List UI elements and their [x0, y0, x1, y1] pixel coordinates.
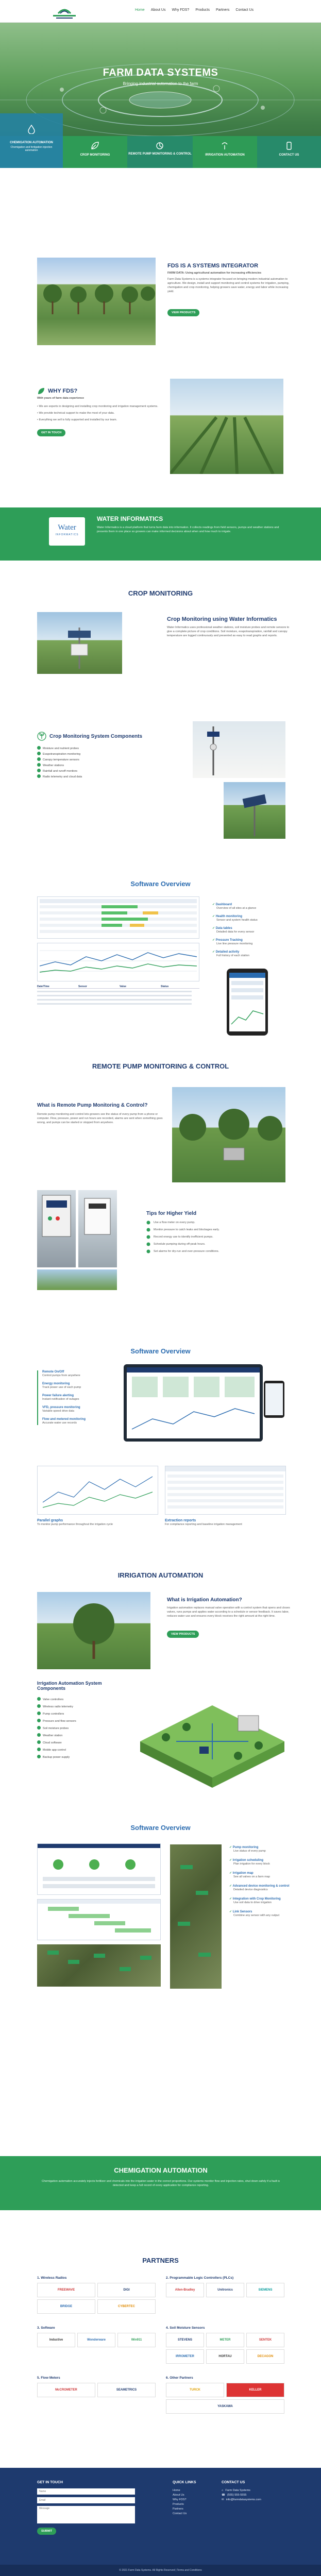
copyright-text: © 2021 Farm Data Systems. All Rights Reserved | Terms and Conditions	[119, 2569, 202, 2572]
irrigation-what-text	[167, 1597, 291, 1638]
phone-icon	[284, 141, 294, 150]
pump-screen-graphic	[38, 1844, 160, 1894]
phone-mockup	[227, 969, 268, 1036]
water-logo-sub: INFORMATICS	[55, 533, 79, 536]
irrigation-tree-graphic	[37, 1592, 150, 1669]
component-item: Mobile app control	[37, 1747, 130, 1754]
device-map-graphic	[170, 1844, 222, 1989]
partner-logo[interactable]: KELLER	[226, 2383, 284, 2397]
integrator-body: Farm Data Systems is a systems integrator focused on bringing modern industrial automation to agriculture. We design, install and support monitoring and control systems for irrigation, pumping, chemigation and crop monitoring, helping growers save water, energy and labor while increasing yield.	[167, 278, 290, 293]
extraction-report-graphic	[165, 1466, 285, 1514]
main-nav	[135, 8, 254, 12]
parallel-graphs-caption: Parallel graphs To monitor pump performance throughout the irrigation cycle	[37, 1519, 113, 1526]
footer-quick-links	[173, 2481, 219, 2516]
footer-contact-form	[37, 2481, 140, 2535]
submit-button[interactable]: SUBMIT	[37, 2528, 56, 2535]
why-point: • Everything we sell is fully supported and installed by our team.	[37, 418, 117, 421]
footer-link[interactable]: About Us	[173, 2494, 184, 2497]
irrigation-isometric-diagram	[135, 1695, 290, 1793]
data-table-header: Date/Time Sensor Value Status	[37, 985, 199, 989]
tile-contact-label: CONTACT US	[279, 154, 299, 157]
sensor-line-chart	[40, 945, 197, 979]
why-point: • We provide technical support to make the most of your data.	[37, 412, 115, 415]
pump-icon	[155, 141, 164, 150]
why-point: • We are experts in designing and installing crop monitoring and irrigation management systems.	[37, 405, 158, 408]
contact-title: CONTACT US	[222, 2481, 245, 2484]
timeline-item: VFD, pressure monitoring Variable speed drive data	[42, 1406, 80, 1413]
phone-screen	[229, 973, 265, 1031]
integrator-text	[167, 263, 291, 316]
partner-logo[interactable]: Inductive	[37, 2333, 75, 2347]
solar-station-photo	[224, 782, 285, 839]
control-panel-graphic	[37, 1190, 76, 1267]
irrigation-map-screenshot	[37, 1944, 161, 1987]
parallel-graphs-screenshot	[37, 1466, 158, 1515]
nav-item-about[interactable]: About Us	[150, 8, 166, 12]
footer-link[interactable]: Contact Us	[173, 2512, 187, 2515]
crop-using-body: Water Informatics uses professional weather stations, soil moisture probes and remote sensors to give a complete picture of crop conditions. Soil moisture, evapotranspiration, rainfall and canopy temperature are logged continuously and presented as easy to read graphs and reports.	[167, 626, 290, 637]
crop-using-text	[167, 616, 291, 638]
hero-subtitle: Bringing industrial automation to the farm	[123, 81, 198, 86]
orchard-photo	[37, 258, 156, 345]
partner-logo[interactable]: IRROMETER	[166, 2349, 204, 2364]
partner-logo[interactable]: Allen-Bradley	[166, 2283, 204, 2297]
extraction-reports-caption: Extraction reports For compliance reporting and baseline irrigation management	[165, 1519, 242, 1526]
pump-what-body: Remote pump monitoring and control lets growers see the status of every pump from a phone or computer. Flow, pressure, power and run hours are recorded, alarms are sent when something goes wrong, and pumps can be started or stopped from anywhere.	[37, 1113, 163, 1124]
tile-chemigation-desc: Chemigation and fertigation injection automation	[10, 146, 53, 152]
irrigation-components-list	[37, 1696, 130, 1761]
software-overview-1-title: Software Overview	[130, 880, 191, 888]
water-logo-word: Water	[58, 523, 76, 532]
quick-links-title: QUICK LINKS	[173, 2481, 196, 2484]
schedule-grid-graphic	[38, 1900, 160, 1940]
tile-crop-monitoring[interactable]	[63, 136, 127, 168]
tile-crop-label: CROP MONITORING	[80, 154, 110, 157]
partner-logo[interactable]: FREEWAVE	[37, 2283, 95, 2297]
tile-chemigation-automation[interactable]	[0, 113, 63, 168]
integrator-lead: FARM DATA: Using agricultural automation for increasing efficiencies	[167, 272, 262, 275]
pump-panel-photo-1	[37, 1190, 76, 1267]
water-informatics-body: Water Informatics is a cloud platform that turns farm data into information. It collects readings from field sensors, pumps and weather stations and presents them in one place so growers can make informed decisions about when and how much to irrigate.	[97, 526, 279, 533]
tree-rows-graphic	[37, 258, 156, 345]
component-item: Pump controllers	[37, 1710, 130, 1718]
partner-logo[interactable]: BRIDGE	[37, 2299, 95, 2314]
chemigation-text	[37, 2166, 284, 2188]
tip-item: Schedule pumping during off-peak hours.	[146, 1242, 285, 1246]
crop-section-title: CROP MONITORING	[128, 589, 193, 597]
leaf-bullet-icon	[146, 1228, 150, 1232]
tile-irrigation[interactable]	[193, 136, 257, 168]
component-item: Soil moisture probes	[37, 1725, 130, 1732]
phone-icon: ☎	[222, 2494, 225, 2497]
feature-item: ✓ Irrigation scheduling Plan irrigation for every block	[229, 1859, 270, 1866]
crop-components-list	[37, 746, 171, 780]
tip-item: Set alarms for dry-run and over-pressure conditions.	[146, 1249, 285, 1253]
component-item: Moisture and nutrient probes	[37, 746, 171, 752]
component-item: Evapotranspiration monitoring	[37, 752, 171, 757]
copyright-bar	[0, 2565, 321, 2576]
tile-contact[interactable]	[257, 136, 321, 168]
contact-line[interactable]: ✉ info@farmdatasystems.com	[222, 2498, 261, 2501]
nav-item-partners[interactable]: Partners	[215, 8, 230, 12]
crop-using-title: Crop Monitoring using Water Informatics	[167, 616, 277, 622]
schedule-grid-screenshot	[37, 1899, 161, 1940]
tile-pump-label: REMOTE PUMP MONITORING & CONTROL	[128, 152, 192, 156]
company-logo[interactable]	[49, 4, 80, 20]
nav-item-why[interactable]: Why FDS?	[172, 8, 190, 12]
partners-title: PARTNERS	[142, 2257, 179, 2264]
name-input[interactable]	[37, 2488, 135, 2495]
pump-what-text	[37, 1103, 163, 1125]
feature-item: ✓ Link Sensors Combine any sensor with any output	[229, 1910, 279, 1917]
device-map-screenshot	[170, 1844, 222, 1989]
feature-item: ✓ Pump monitoring Live status of every pump	[229, 1846, 266, 1853]
pump-panel-photo-2	[78, 1190, 117, 1267]
sprout-icon	[37, 732, 46, 741]
vfd-panel-graphic	[78, 1190, 117, 1267]
tip-item: Use a flow meter on every pump.	[146, 1221, 285, 1225]
contact-line[interactable]: ☎ (555) 555-5555	[222, 2494, 247, 2497]
timeline-item: Flow and metered monitoring Accurate water use records	[42, 1418, 86, 1425]
extraction-report-screenshot	[165, 1466, 286, 1515]
partner-group: 4. Soil Moisture Sensors STEVENS METER SENTEK IRROMETER HORTAU DECAGON	[166, 2326, 284, 2364]
integrator-title: FDS IS A SYSTEMS INTEGRATOR	[167, 263, 259, 269]
feature-item: ✓ Data tables Detailed data for every sensor	[212, 927, 255, 934]
nav-item-home[interactable]: Home	[135, 8, 145, 12]
leaf-bullet-icon	[146, 1242, 150, 1246]
component-item: Valve controllers	[37, 1696, 130, 1703]
feature-item: ✓ Detailed activity Full history of each station	[212, 951, 249, 957]
message-input[interactable]	[37, 2506, 135, 2523]
site-header	[0, 0, 321, 23]
partner-logo[interactable]: Win911	[117, 2333, 156, 2347]
tips-section	[146, 1211, 285, 1253]
leaf-bullet-icon	[146, 1249, 150, 1253]
irrigation-what-title: What is Irrigation Automation?	[167, 1597, 242, 1603]
tip-item: Record energy use to identify inefficient pumps.	[146, 1235, 285, 1239]
tip-item: Monitor pressure to catch leaks and blockages early.	[146, 1228, 285, 1232]
pump-what-title: What is Remote Pump Monitoring & Control?	[37, 1103, 148, 1108]
partner-group: 5. Flow Meters McCROMETER SEAMETRICS	[37, 2376, 156, 2414]
tips-list	[146, 1221, 285, 1253]
phone-app-graphic	[229, 973, 265, 1031]
feature-item: ✓ Integration with Crop Monitoring Use soil data to drive irrigation	[229, 1897, 281, 1904]
sensor-probe-photo	[193, 721, 285, 778]
leaf-icon	[90, 141, 99, 150]
why-title: WHY FDS?	[48, 388, 78, 394]
chemigation-body: Chemigation automation accurately injects fertilizer and chemicals into the irrigation water in the correct proportions. Our systems monitor flow and injection rates, shut down safely if a fault is detected and keep a full record of every application for compliance reporting.	[42, 2180, 280, 2187]
feature-item: ✓ Health monitoring Sensor and system health status	[212, 915, 258, 922]
tile-remote-pump[interactable]	[127, 136, 193, 168]
line-chart-screenshot	[37, 943, 199, 981]
leaf-bullet-icon	[146, 1221, 150, 1225]
nav-item-contact[interactable]: Contact Us	[235, 8, 254, 12]
sensor-pole-graphic	[193, 721, 285, 778]
software-overview-3-title: Software Overview	[130, 1824, 191, 1832]
feature-item: ✓ Irrigation map See all valves on a farm map	[229, 1872, 270, 1878]
tips-title: Tips for Higher Yield	[146, 1211, 197, 1216]
footer-link[interactable]: Products	[173, 2503, 184, 2506]
partner-logo[interactable]: TURCK	[166, 2383, 224, 2397]
component-item: Canopy temperature sensors	[37, 757, 171, 763]
view-products-button[interactable]: VIEW PRODUCTS	[167, 309, 199, 316]
leaf-icon	[37, 387, 45, 395]
data-table-rows	[37, 989, 199, 1007]
laptop-mockup	[124, 1364, 263, 1442]
why-fds-text	[37, 387, 181, 436]
component-item: Cloud software	[37, 1739, 130, 1747]
water-informatics-text	[97, 515, 282, 534]
software-2-timeline	[37, 1370, 109, 1425]
contact-line: ⌂ Farm Data Systems	[222, 2489, 250, 2492]
software-1-feature-list	[212, 903, 290, 958]
phone-screen-2	[265, 1383, 283, 1415]
irrigation-section-title: IRRIGATION AUTOMATION	[117, 1571, 204, 1579]
software-overview-2-title: Software Overview	[130, 1347, 191, 1355]
footer-link[interactable]: Home	[173, 2489, 180, 2492]
component-item: Wireless radio telemetry	[37, 1703, 130, 1710]
partner-logo[interactable]: HORTAU	[206, 2349, 244, 2364]
pump-section-title: REMOTE PUMP MONITORING & CONTROL	[92, 1062, 229, 1070]
component-item: Weather station	[37, 1732, 130, 1739]
footer-form-title: GET IN TOUCH	[37, 2481, 63, 2484]
software-3-feature-list	[229, 1845, 291, 1918]
partner-logo[interactable]: CYBERTEC	[97, 2299, 156, 2314]
crop-components	[37, 732, 171, 780]
droplet-icon	[27, 125, 36, 134]
field-photo	[170, 379, 283, 474]
partner-group: 6. Other Partners TURCK KELLER YASKAWA	[166, 2376, 284, 2414]
sensor-photo-collage	[193, 721, 285, 840]
timeline-item: Remote On/Off Control pumps from anywhere	[42, 1370, 80, 1377]
phone-mockup-2	[264, 1381, 284, 1418]
email-input[interactable]	[37, 2497, 135, 2503]
component-item: Radio telemetry and cloud data	[37, 774, 171, 780]
location-icon: ⌂	[222, 2489, 224, 2492]
solar-panel-graphic	[224, 782, 285, 839]
partner-logo[interactable]: DIGI	[97, 2283, 156, 2297]
why-points-list	[37, 404, 181, 422]
pump-field-photo	[172, 1087, 285, 1182]
timeline-item: Energy monitoring Track power use of each pump	[42, 1382, 81, 1389]
leaf-bullet-icon	[146, 1235, 150, 1239]
irrigation-components-title: Irrigation Automation System Components	[37, 1681, 102, 1691]
partners-grid	[37, 2276, 284, 2414]
irrigation-view-products-button[interactable]: VIEW PRODUCTS	[167, 1631, 199, 1638]
pump-tree-graphic	[172, 1087, 285, 1182]
pump-screen-screenshot	[37, 1843, 161, 1895]
partner-logo[interactable]: Unitronics	[206, 2283, 244, 2297]
get-in-touch-button[interactable]: GET IN TOUCH	[37, 429, 65, 436]
partner-logo[interactable]: METER	[206, 2333, 244, 2347]
footer-contact-info	[222, 2481, 289, 2502]
partner-logo[interactable]: SENTEK	[246, 2333, 284, 2347]
water-informatics-title: WATER INFORMATICS	[97, 515, 163, 522]
timeline-item: Power failure alerting Instant notification of outages	[42, 1394, 79, 1401]
water-informatics-logo	[49, 517, 85, 546]
weather-station-graphic	[37, 612, 122, 674]
nav-item-products[interactable]: Products	[195, 8, 210, 12]
feature-item: ✓ Advanced device monitoring & control Detailed device diagnostics	[229, 1885, 290, 1891]
irrigation-map-graphic	[37, 1944, 161, 1987]
partner-group: 1. Wireless Radios FREEWAVE DIGI BRIDGE CYBERTEC	[37, 2276, 156, 2314]
irrigation-what-body: Irrigation automation replaces manual valve operation with a control system that opens and closes valves, runs pumps and applies water according to a schedule or sensor feedback. It saves labor, reduces water use and ensures every block receives the right amount at the right time.	[167, 1606, 290, 1618]
partner-logo[interactable]: STEVENS	[166, 2333, 204, 2347]
component-item: Backup power supply	[37, 1754, 130, 1761]
partner-logo[interactable]: SEAMETRICS	[97, 2383, 156, 2397]
data-grid-screenshot	[37, 896, 199, 939]
footer-link[interactable]: Why FDS?	[173, 2498, 187, 2501]
pump-dashboard-graphic	[127, 1367, 260, 1438]
irrigation-tree-photo	[37, 1592, 150, 1669]
weather-station-photo	[37, 612, 122, 674]
partner-logo[interactable]: YASKAWA	[166, 2399, 284, 2414]
vine-rows-graphic	[170, 379, 283, 474]
component-item: Weather stations	[37, 763, 171, 769]
feature-item: ✓ Dashboard Overview of all sites at a glance	[212, 903, 257, 910]
data-grid-graphic	[40, 899, 197, 936]
sprinkler-icon	[220, 141, 229, 150]
mail-icon: ✉	[222, 2498, 224, 2501]
tile-chemigation-label: CHEMIGATION AUTOMATION	[10, 141, 53, 144]
tile-irrigation-label: IRRIGATION AUTOMATION	[205, 154, 245, 157]
partner-logo[interactable]: McCROMETER	[37, 2383, 95, 2397]
partner-group: 3. Software Inductive Wonderware Win911	[37, 2326, 156, 2364]
component-item: Rainfall and runoff monitors	[37, 769, 171, 774]
component-item: Pressure and flow sensors	[37, 1718, 130, 1725]
crop-components-title: Crop Monitoring System Components	[49, 733, 142, 739]
partner-logo[interactable]: DECAGON	[246, 2349, 284, 2364]
partner-group: 2. Programmable Logic Controllers (PLCs) Allen-Bradley Unitronics SIEMENS	[166, 2276, 284, 2314]
irrigation-components	[37, 1681, 130, 1761]
pump-site-photo	[37, 1269, 117, 1290]
partner-logo[interactable]: Wonderware	[77, 2333, 115, 2347]
irrigation-farm-diagram	[135, 1695, 290, 1793]
feature-item: ✓ Pressure Tracking Live line pressure monitoring	[212, 939, 253, 945]
why-lead: With years of farm data experience	[37, 397, 85, 400]
data-table	[37, 985, 199, 1008]
parallel-graphs-graphic	[38, 1466, 158, 1514]
footer-link[interactable]: Partners	[173, 2507, 183, 2511]
partner-logo[interactable]: SIEMENS	[246, 2283, 284, 2297]
chemigation-title: CHEMIGATION AUTOMATION	[114, 2166, 208, 2174]
hero-title: FARM DATA SYSTEMS	[103, 67, 218, 78]
